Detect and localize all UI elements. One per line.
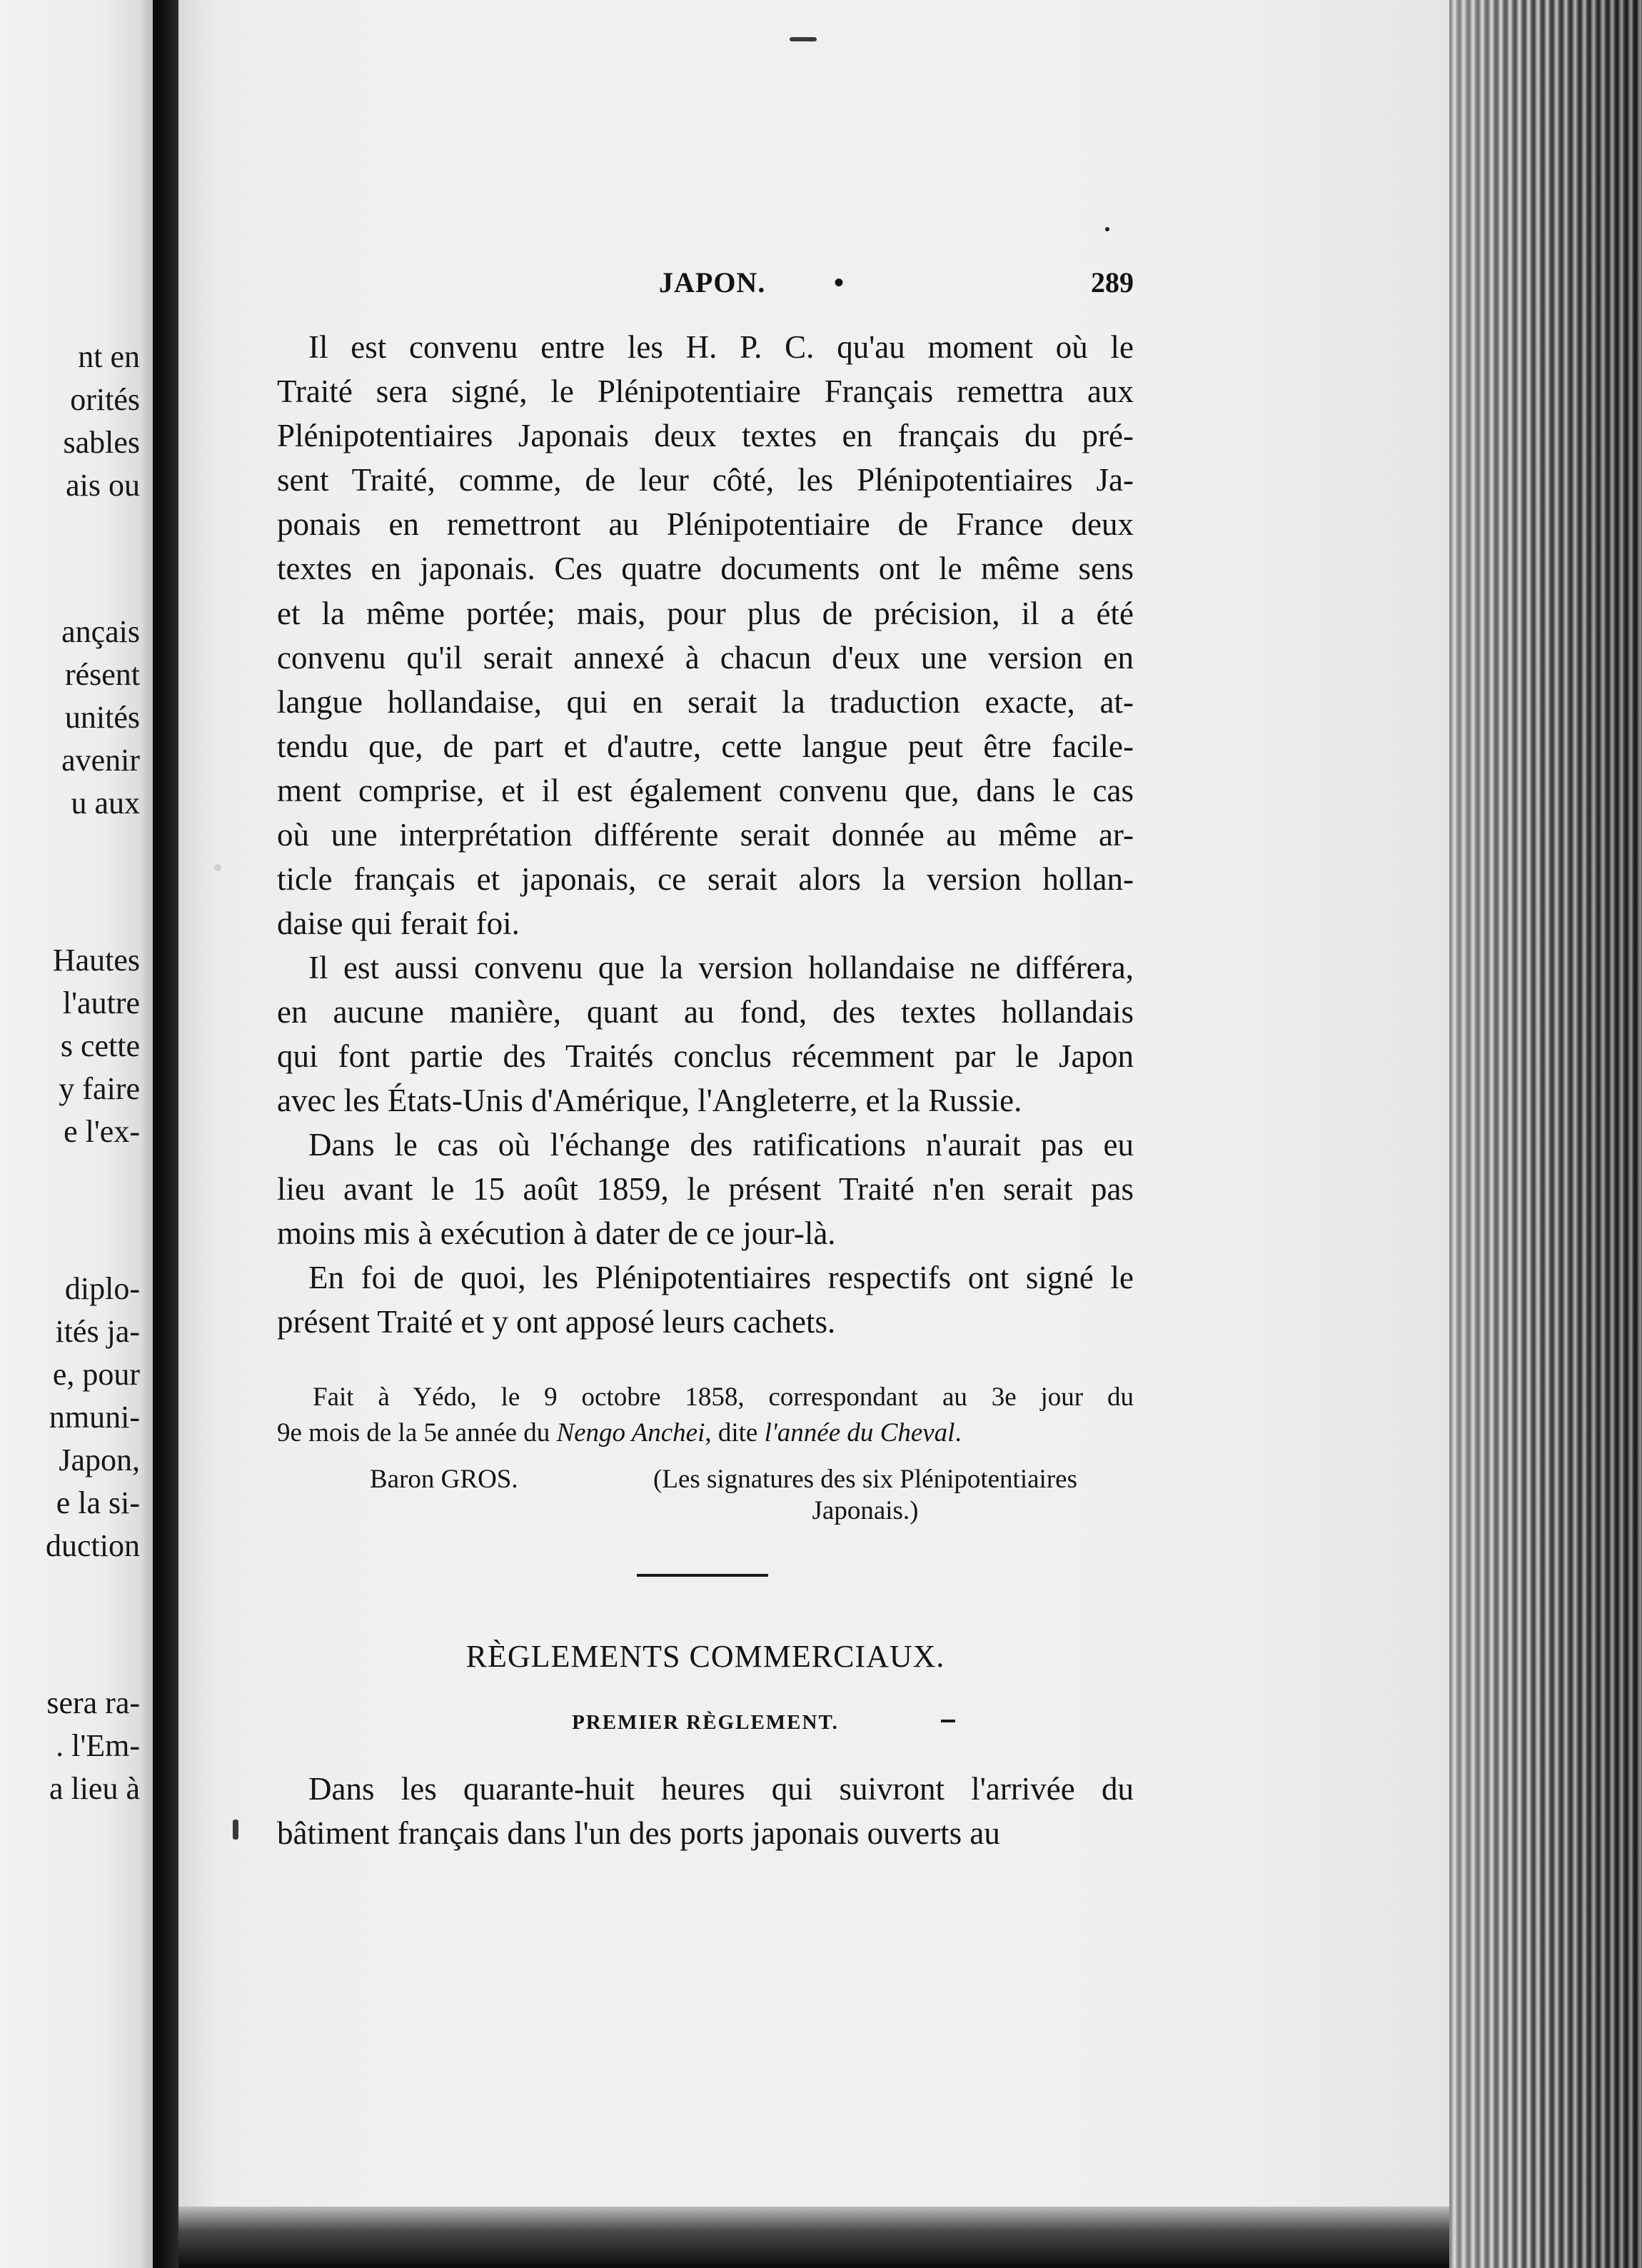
text-line: Dans le cas où l'échange des ratifications n'aurait pas eu [308,1127,1134,1163]
running-head-title: JAPON. [659,266,766,298]
paragraph-1 [277,325,1134,945]
text-line: bâtiment français dans l'un des ports japonais ouverts au [277,1815,1000,1852]
left-page-line: avenir [61,743,140,778]
signature-japanese-plenipotentiaries: (Les signatures des six Plénipotentiaires Japonais.) [653,1465,1077,1525]
text-line: avec les États-Unis d'Amérique, l'Angleterre, et la Russie. [277,1083,1022,1119]
left-page-line: ançais [61,614,140,649]
left-page-line: unités [64,700,140,735]
book-gutter [153,0,178,2268]
left-page-line: nt en [78,339,140,374]
left-page-line: e la si- [56,1485,140,1520]
paragraph-2 [277,945,1134,1123]
left-page-line: duction [46,1528,140,1563]
left-page-line: a lieu à [49,1771,140,1806]
scan-speck-light [214,864,221,871]
left-page-line: y faire [59,1071,140,1106]
left-page-line: l'autre [62,985,140,1020]
previous-page-fragment [0,0,153,2268]
left-page-line: sables [63,425,140,460]
paragraph-5 [277,1767,1134,1855]
section-title: RÈGLEMENTS COMMERCIAUX. [465,1639,945,1674]
left-page-line: Japon, [59,1442,140,1477]
text-line: sent Traité, comme, de leur côté, les Plénipotentiaires Ja- [277,462,1134,498]
page-bottom-shadow [178,2207,1471,2268]
text-line: En foi de quoi, les Plénipotentiaires respectifs ont signé le [308,1260,1134,1295]
text-line: en aucune manière, quant au fond, des textes hollandais [277,994,1134,1030]
running-head [277,266,1134,306]
left-page-line: e l'ex- [64,1114,140,1149]
text-line: Plénipotentiaires Japonais deux textes en français du pré- [277,418,1134,454]
left-page-line: u aux [71,786,140,821]
text-line: Il est convenu entre les H. P. C. qu'au moment où le [308,329,1134,365]
text-line: textes en japonais. Ces quatre documents ont le même sens [277,551,1134,587]
left-page-line: nmuni- [49,1400,140,1435]
subsection-dash [941,1720,955,1722]
left-page-line: diplo- [64,1271,140,1306]
scan-mark-top [790,37,817,41]
page-number: 289 [1091,266,1134,298]
text-line: où une interprétation différente serait donnée au même ar- [277,817,1134,853]
text-line: et la même portée; mais, pour plus de précision, il a été [277,595,1134,631]
scan-speck [1105,227,1109,231]
text-line: Dans les quarante-huit heures qui suivront l'arrivée du [308,1771,1134,1807]
paragraph-3 [277,1123,1134,1255]
left-page-line: ités ja- [55,1314,140,1349]
text-line: ticle français et japonais, ce serait alors la version hollan- [277,861,1134,898]
text-line: lieu avant le 15 août 1859, le présent Traité n'en serait pas [277,1171,1134,1208]
text-line: langue hollandaise, qui en serait la traduction exacte, at- [277,683,1134,720]
left-page-line: résent [64,657,140,692]
left-page-line: Hautes [52,943,140,978]
dateline [277,1380,1134,1451]
left-page-line: orités [70,382,140,417]
text-line: ment comprise, et il est également convenu que, dans le cas [277,772,1134,808]
text-line: présent Traité et y ont apposé leurs cachets. [277,1304,836,1340]
left-page-line: . l'Em- [56,1728,140,1763]
signature-baron-gros: Baron GROS. [370,1465,518,1494]
running-head-dot: • [834,266,845,298]
text-line: tendu que, de part et d'autre, cette langue peut être facile- [277,728,1134,764]
subsection-title: PREMIER RÈGLEMENT. [572,1711,839,1734]
text-line: moins mis à exécution à dater de ce jour-là. [277,1215,836,1252]
dateline-line-2: 9e mois de la 5e année du Nengo Anchei, dite l'année du Cheval. [277,1418,962,1447]
left-page-line: s cette [60,1028,140,1063]
left-page-line: ais ou [66,468,140,503]
dateline-line-1: Fait à Yédo, le 9 octobre 1858, correspondant au 3e jour du [313,1383,1134,1412]
text-line: convenu qu'il serait annexé à chacun d'eux une version en [277,639,1134,676]
left-page-line: e, pour [52,1357,140,1392]
page-edges-shading [1449,0,1642,2268]
scan-speck [233,1820,238,1840]
section-divider-rule [637,1574,768,1577]
text-line: Il est aussi convenu que la version hollandaise ne différera, [308,950,1134,985]
text-line: Traité sera signé, le Plénipotentiaire Français remettra aux [277,373,1134,410]
text-line: ponais en remettront au Plénipotentiaire de France deux [277,506,1134,543]
paragraph-4 [277,1255,1134,1344]
left-page-line: sera ra- [46,1685,140,1720]
text-line: daise qui ferait foi. [277,905,520,942]
text-line: qui font partie des Traités conclus récemment par le Japon [277,1038,1134,1075]
